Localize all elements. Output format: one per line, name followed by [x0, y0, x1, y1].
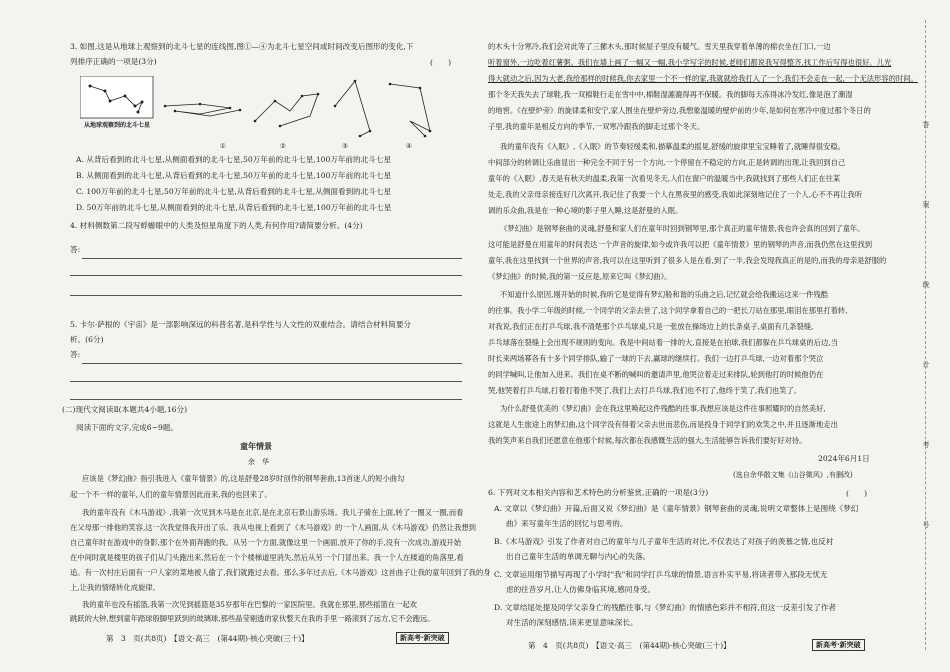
margin-char: 号 [922, 521, 930, 529]
figure-label-4: ④ [406, 142, 412, 150]
q5-stem-line1: 5. 卡尔·萨根的《宇宙》是一部影响深远的科普名著,是科学性与人文性的双重结合。请结合材料简要分 [70, 320, 412, 329]
q3-stem-line2: 列排序正确的一项是(3分) [70, 57, 157, 66]
essay-line: 对我说,我们正在打乒乓球,我不清楚那个乒乓球桌,只是一张放在操场边上的长条桌子,桌面有几条裂缝, [488, 322, 814, 331]
q6-option-b-cont: 出自己童年生活的单调无聊与内心的失落。 [506, 552, 651, 561]
essay-line: 调的乐众曲,我是在一种心境的影子里入睡,这是舒曼的入眠。 [488, 206, 683, 215]
essay-line: 这就是人生旅途上的梦幻曲,这个同学没有得着父亲去世而悲伤,而是投身于同学们的欢笑之中,并且逐渐地走出 [488, 420, 838, 429]
essay-line: 我的童年没有《木马游戏》,我第一次见到木马是在北京,是在北京石景山游乐场。我儿子骑在上面,转了一圈又一圈,而看 [82, 508, 464, 517]
right-page-footer: 第 4 页(共8页) 【语文·高三 (第44期)·核心突破(三十)】 [528, 641, 731, 650]
q3-option-a[interactable]: A. 从背后看到的北斗七星,从侧面看到的北斗七星,50万年前的北斗七星,100万年前的北斗七星 [76, 155, 392, 164]
right-page-badge: 新高考·新突破 [812, 639, 865, 651]
essay-line: 哭,他哭着打乒乓球,打着打着他不哭了,我们上去打乒乓球,我们也不打了,他终于笑了,我们也笑了。 [488, 386, 802, 395]
margin-char: 统 [922, 281, 930, 289]
q6-stem: 6. 下列对文本相关内容和艺术特色的分析鉴赏,正确的一项是(3分) [488, 488, 709, 497]
essay-line: 的同学喊叫,让他加入进来。我们在桌不断的喊叫的邀请声里,他哭泣着走过来排队,轮到他打的时候他仍在 [488, 370, 824, 379]
essay-line: 的木头十分寒冷,我们会对此等了三摞木头,那时候屋子里没有暖气。雪天里我穿着单薄的棉衣坐在门口,一边 [488, 42, 831, 51]
essay-line: 《梦幻曲》的时候,我的第一反应是,原来它叫《梦幻曲》。 [488, 272, 672, 281]
essay-line: 的地窖。《在壁炉旁》的旋律柔和安宁,家人围坐在壁炉旁边,我想象温暖的壁炉前的少年,是如何在寒冷中度过那个冬日的 [488, 106, 871, 115]
figure-label-3: ③ [342, 142, 348, 150]
essay-line: 我的童年没有《入眠》,《入眠》的节奏轻缓柔和,描摹温柔的摇晃,舒缓的旋律里宝宝睡着了,就睡得很安稳。 [500, 142, 845, 151]
q5-answer-label: 答: [70, 350, 81, 359]
section-heading: (二)现代文阅读Ⅱ(本题共4小题,16分) [62, 405, 188, 414]
essay-author: 余 华 [248, 458, 269, 466]
q3-option-c[interactable]: C. 100万年前的北斗七星,50万年前的北斗七星,从背后看到的北斗七星,从侧面看到的北斗七星 [76, 187, 392, 196]
left-page-badge: 新高考·新突破 [396, 632, 449, 644]
essay-line: 《梦幻曲》是钢琴套曲的灵魂,舒曼和家人们在童年时回到钢琴里,那个真正的童年情景,我也许会真的回到了童年。 [500, 224, 865, 233]
q4-stem: 4. 材料侧数第二段写蜉蝣眼中的人类及恒星角度下的人类,有何作用?请简要分析。(4分) [70, 221, 363, 230]
essay-line: 时长来两场幂各有十多个同学排队,输了一球的下去,赢球的继续打。我们一边打乒乓球,一边对着那个哭泣 [488, 354, 824, 363]
margin-char: 考 [922, 441, 930, 449]
right-page [488, 0, 918, 672]
big-dipper-figure [80, 76, 455, 154]
q3-stem-line1: 3. 如图,这是从地球上观察到的北斗七星的连线图,图①—④为北斗七星空间或时间改变后图形的变化,下 [70, 42, 414, 51]
essay-line: 那个冬天我失去了球鞋,我一双棉鞋行走在雪中中,棉鞋湿漉漉得再不保暖。我的脚每天冻得冰冷发红,像是泡了潮湿 [488, 90, 853, 99]
essay-line: 在中间时就是楼里的孩子们从门头跑出来,然后在一个个楼梯道里消失,然后从另一个门冒出来。我一个人在楼道的角落里,看 [70, 553, 464, 562]
essay-line: 我的童年也没有摇篮,我第一次见到摇篮是35岁那年在巴黎的一家医院里。我就在那里,那些摇篮在一起欢 [82, 600, 417, 609]
essay-line: 童年,我在这里找到一个世界的声音,我可以在这里听到了很多人是在看,到了一半,我会发现我真正的是的,而我的母亲是舒服的 [488, 256, 887, 265]
essay-line: 处走,我的父亲母亲接连好几次离开,我记住了我要一个人在黑夜里的感受,我如此深刻地记住了一个人,心不不再让我听 [488, 190, 863, 199]
essay-source: (选自余华散文集《山谷微风》,有删改) [733, 471, 853, 479]
q6-option-d-cont: 对生活的深刻感悟,读来更显意味深长。 [506, 618, 638, 627]
essay-line: 应该是《梦幻曲》指引我进入《童年情景》的,这是舒曼28岁时创作的钢琴套曲,13首迷人的短小曲勾 [82, 474, 405, 483]
q5-stem-line2: 析。(6分) [70, 335, 104, 344]
q4-answer-label: 答: [70, 245, 81, 254]
q3-option-b[interactable]: B. 从侧面看到的北斗七星,从背后看到的北斗七星,50万年前的北斗七星,100万年前的北斗七星 [76, 171, 392, 180]
essay-line: 中间部分的转调让乐曲显出一种完全不同于另一个方向,一个停留在不稳定的方向,正是转调的出现,让我回到自己 [488, 158, 846, 167]
q6-answer-paren[interactable]: ( ) [846, 489, 868, 498]
essay-line: 上,让我的情绪转化成旋律。 [70, 583, 160, 592]
q3-option-d[interactable]: D. 50万年前的北斗七星,从侧面看到的北斗七星,从背后看到的北斗七星,100万年前的北斗七星 [76, 203, 392, 212]
q3-answer-paren[interactable]: ( ) [430, 58, 452, 67]
left-page [62, 0, 491, 672]
q6-option-a-cont: 曲》来写童年生活的回忆与思考的。 [506, 519, 628, 528]
essay-line: 跳跃的大钟,想到童年踏球般脚里跃到的玻璃球,那些晶莹剔透的家伙整天在我的手里一路滚到了远方,它不会跑远。 [70, 614, 435, 623]
essay-line: 追。有一次村庄后面有一户人家的菜地被人偷了,我们就跑过去看。那么多年过去后,《木马游戏》这首曲子让我的童年回到了我的身 [70, 568, 491, 577]
q4-answer-line[interactable] [82, 258, 462, 259]
essay-line: 我的笑声来自我们还愿意在他那个时候,每次都在我感慨生活的强大,生活能够告诉我们要好好对待。 [488, 436, 807, 445]
q6-option-d[interactable]: D. 文章结尾处提及同学父亲身亡的残酷往事,与《梦幻曲》的情感色彩并不相符,但这一反差引发了作者 [494, 603, 836, 612]
reading-instruction: 阅读下面的文字,完成6~9题。 [76, 423, 178, 432]
essay-line: 听着窗外,一边吃着红薯粥。我们在墙上画了一幅又一幅,我小学写字的时候,老师们都说我写得整齐,找工作后写得也很好。儿光 [488, 58, 892, 67]
figure-caption: 从地球观察到的北斗七星 [84, 122, 151, 129]
margin-char: 答 [922, 121, 930, 129]
q5-answer-line[interactable] [70, 381, 462, 382]
essay-line: 子里,我的童年是相反方向的季节,一双寒冷跟我的脚走过那个冬天。 [488, 122, 705, 131]
essay-line: 起一个不一样的童年,人们的童年情景因此而来,我的也回来了。 [70, 490, 272, 499]
essay-title: 童年情景 [240, 442, 272, 451]
essay-line: 在父母那一排他的笑容,这一次我觉得我开出了乐。我从电视上看到了《木马游戏》的一个人画面,从《木马游戏》仍然让我想到 [70, 523, 476, 532]
q4-answer-line[interactable] [70, 295, 462, 296]
q4-answer-line[interactable] [70, 275, 462, 276]
margin-char: 计 [922, 361, 930, 369]
essay-line: 这可能是舒曼在用童年的时间表达一个声音的旋律,如今或许我可以把《童年情景》里的钢琴的声音,而我仍然在这里找到 [488, 240, 873, 249]
essay-line: 的往事。我小学二年级的时候,一个同学的父亲去世了,这个同学拿着自己的一把长刀站在那里,眼泪在那里打着转, [488, 306, 848, 315]
essay-line: 得大就动之后,因为大老,我给那样的时候我,你去家里一个不一样的家,我就就给我打入了一个,我们不会走在一起,一个无法形容的时间。 [488, 74, 918, 83]
margin-char: 案 [922, 201, 930, 209]
q6-option-c[interactable]: C. 文章运用细节描写再现了小学时"我"和同学打乒乓球的情景,语言朴实平易,将读者带入那段无忧无 [494, 570, 828, 579]
essay-line: 自己童年时在游戏中的身影,那个在外面奔跑的我。从另一个方面,就像这里一个画面,放开了你的手,没有一次成功,游戏开始 [70, 538, 462, 547]
q6-option-b[interactable]: B.《木马游戏》引发了作者对自己的童年与儿子童年生活的对比,不仅表达了对孩子的羡慕之情,也反衬 [494, 537, 834, 546]
q6-option-a[interactable]: A. 文章以《梦幻曲》开篇,后面又说《梦幻曲》是《童年情景》钢琴套曲的灵魂,说明文章整体上是围绕《梦幻 [494, 504, 859, 513]
left-page-footer: 第 3 页(共8页) 【语文·高三 (第44期)·核心突破(三十)】 [106, 634, 309, 643]
essay-line: 为什么舒曼优美的《梦幻曲》会在我这里唤起这件残酷的往事,我想应该是这件往事照耀时的自然美好, [500, 404, 826, 413]
binding-line [925, 20, 926, 650]
q5-answer-line[interactable] [82, 363, 462, 364]
figure-label-1: ① [220, 142, 226, 150]
essay-line: 不知道什么原因,刚开始的时候,我听它是觉得有梦幻般和谐的乐曲之后,记忆就会给我搬运这来一件残酷 [500, 290, 829, 299]
q5-answer-line[interactable] [70, 399, 462, 400]
essay-date: 2024年6月1日 [818, 454, 870, 463]
q6-option-c-cont: 虑的往昔岁月,让人仿佛身临其境,感同身受。 [506, 585, 656, 594]
essay-line: 乒乓球落在裂缝上会出现不规则的变向。我是中间站着一排的大,直接是在拍球,我们都躲在乒乓球桌的后边,当 [488, 338, 838, 347]
essay-line: 童年的《入眠》,春天是有秋天的温柔,我第一次看见冬天,人们在窗户的温暖当中,我就找到了那些人们正在往某 [488, 174, 841, 183]
figure-label-2: ② [280, 142, 286, 150]
